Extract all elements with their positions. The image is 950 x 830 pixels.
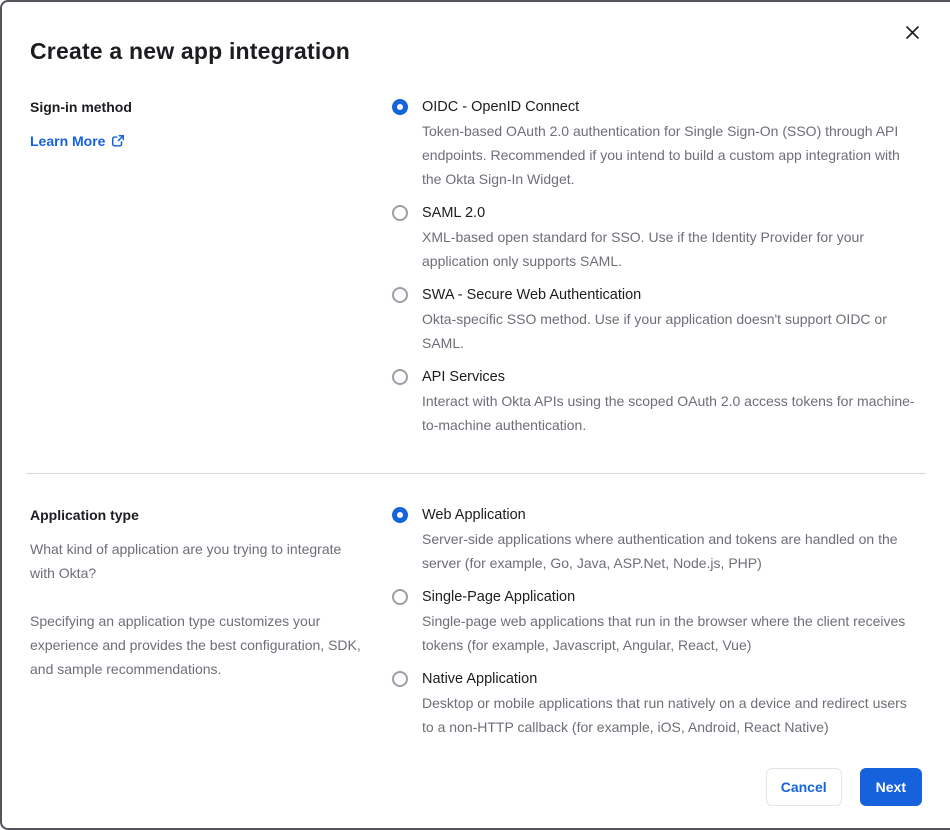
learn-more-link[interactable] bbox=[30, 129, 125, 153]
option-swa-text bbox=[422, 283, 922, 355]
option-api-services-text bbox=[422, 365, 922, 437]
close-button[interactable] bbox=[902, 22, 922, 42]
close-icon bbox=[905, 25, 920, 40]
radio-native-application[interactable] bbox=[392, 671, 408, 687]
radio-single-page-application[interactable] bbox=[392, 589, 408, 605]
radio-web-application[interactable] bbox=[392, 507, 408, 523]
option-single-page-application[interactable] bbox=[392, 585, 922, 657]
application-type-section bbox=[30, 503, 922, 739]
option-description: Token-based OAuth 2.0 authentication for Single Sign-On (SSO) through API endpoints. Recommended if you intend to build a custom app integration with the Okta Sign-In Widget. bbox=[422, 123, 900, 187]
application-type-options bbox=[392, 503, 922, 739]
option-description: XML-based open standard for SSO. Use if the Identity Provider for your application only supports SAML. bbox=[422, 229, 864, 269]
radio-api-services[interactable] bbox=[392, 369, 408, 385]
next-button[interactable]: Next bbox=[860, 768, 922, 806]
signin-method-left bbox=[30, 95, 392, 437]
option-description: Okta-specific SSO method. Use if your application doesn't support OIDC or SAML. bbox=[422, 311, 887, 351]
signin-method-options bbox=[392, 95, 922, 437]
cancel-button[interactable]: Cancel bbox=[766, 768, 842, 806]
option-web-application-text bbox=[422, 503, 922, 575]
section-divider bbox=[26, 473, 926, 474]
option-description: Desktop or mobile applications that run natively on a device and redirect users to a non-HTTP callback (for example, iOS, Android, React Native) bbox=[422, 695, 907, 735]
option-oidc[interactable] bbox=[392, 95, 922, 191]
learn-more-label: Learn More bbox=[30, 133, 106, 149]
option-label: Single-Page Application bbox=[422, 589, 576, 605]
option-description: Single-page web applications that run in the browser where the client receives tokens (for example, Javascript, Angular, React, Vue) bbox=[422, 613, 906, 653]
radio-saml[interactable] bbox=[392, 205, 408, 221]
option-label: API Services bbox=[422, 369, 505, 385]
radio-swa[interactable] bbox=[392, 287, 408, 303]
external-link-icon bbox=[111, 134, 125, 148]
application-type-left bbox=[30, 503, 392, 739]
option-single-page-application-text bbox=[422, 585, 922, 657]
dialog-content bbox=[2, 2, 950, 828]
option-description: Interact with Okta APIs using the scoped OAuth 2.0 access tokens for machine-to-machine authentication. bbox=[422, 393, 915, 433]
option-web-application[interactable] bbox=[392, 503, 922, 575]
radio-oidc[interactable] bbox=[392, 99, 408, 115]
signin-method-label: Sign-in method bbox=[30, 99, 132, 115]
option-swa[interactable] bbox=[392, 283, 922, 355]
option-saml[interactable] bbox=[392, 201, 922, 273]
option-api-services[interactable] bbox=[392, 365, 922, 437]
option-label: SAML 2.0 bbox=[422, 205, 486, 221]
application-type-label: Application type bbox=[30, 507, 139, 523]
option-saml-text bbox=[422, 201, 922, 273]
option-native-application-text bbox=[422, 667, 922, 739]
option-native-application[interactable] bbox=[392, 667, 922, 739]
option-label: OIDC - OpenID Connect bbox=[422, 99, 580, 115]
option-description: Server-side applications where authentication and tokens are handled on the server (for example, Go, Java, ASP.Net, Node.js, PHP) bbox=[422, 531, 898, 571]
application-type-question: What kind of application are you trying to integrate with Okta? bbox=[30, 541, 342, 581]
option-label: SWA - Secure Web Authentication bbox=[422, 287, 642, 303]
option-oidc-text bbox=[422, 95, 922, 191]
page-title: Create a new app integration bbox=[30, 38, 350, 64]
option-label: Native Application bbox=[422, 671, 538, 687]
application-type-help-text: Specifying an application type customizes your experience and provides the best configuration, SDK, and sample recommendations. bbox=[30, 613, 361, 677]
option-label: Web Application bbox=[422, 507, 526, 523]
dialog-footer bbox=[766, 768, 922, 806]
signin-method-section bbox=[30, 95, 922, 437]
